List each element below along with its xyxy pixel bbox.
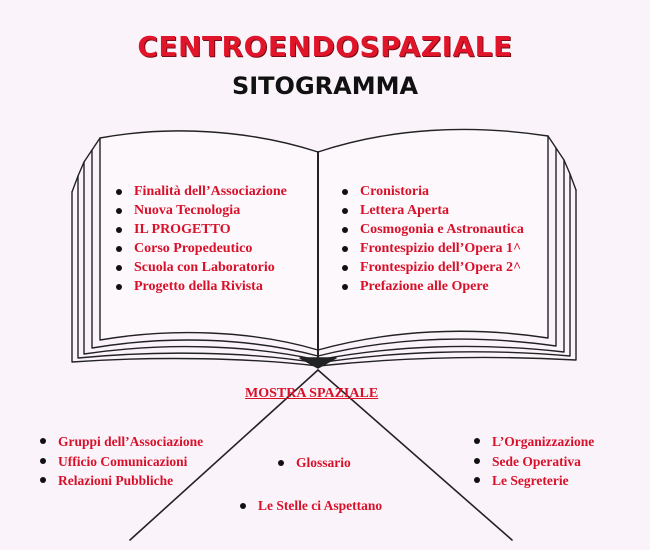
book-link-item[interactable]: Frontespizio dell’Opera 2^ (338, 259, 524, 278)
mostra-link-item[interactable]: Sede Operativa (470, 452, 594, 472)
book-link-item[interactable]: Cronistoria (338, 183, 524, 202)
mostra-spaziale-link[interactable]: MOSTRA SPAZIALE (245, 386, 379, 401)
book-left-links (112, 183, 287, 296)
mostra-link-item[interactable]: Le Segreterie (470, 471, 594, 491)
mostra-link-item[interactable]: Ufficio Comunicazioni (36, 452, 203, 472)
site-title: CENTROENDOSPAZIALE (137, 30, 513, 63)
mostra-link-item[interactable]: Relazioni Pubbliche (36, 471, 203, 491)
book-link-item[interactable]: Finalità dell’Associazione (112, 183, 287, 202)
mostra-link-item[interactable]: L’Organizzazione (470, 432, 594, 452)
book-link-item[interactable]: Lettera Aperta (338, 202, 524, 221)
page-title: SITOGRAMMA (231, 72, 419, 100)
book-link-item[interactable]: Nuova Tecnologia (112, 202, 287, 221)
book-link-item[interactable]: Prefazione alle Opere (338, 278, 524, 297)
book-link-item[interactable]: Frontespizio dell’Opera 1^ (338, 240, 524, 259)
book-link-item[interactable]: Corso Propedeutico (112, 240, 287, 259)
book-link-item[interactable]: Scuola con Laboratorio (112, 259, 287, 278)
le-stelle-ci-aspettano-link[interactable]: Le Stelle ci Aspettano (236, 498, 382, 514)
book-link-item[interactable]: IL PROGETTO (112, 221, 287, 240)
book-link-item[interactable]: Progetto della Rivista (112, 278, 287, 297)
glossario-link[interactable]: Glossario (274, 455, 351, 471)
book-right-links (338, 183, 524, 296)
book-link-item[interactable]: Cosmogonia e Astronautica (338, 221, 524, 240)
mostra-link-item[interactable]: Gruppi dell’Associazione (36, 432, 203, 452)
mostra-right-links (470, 432, 594, 491)
mostra-left-links (36, 432, 203, 491)
